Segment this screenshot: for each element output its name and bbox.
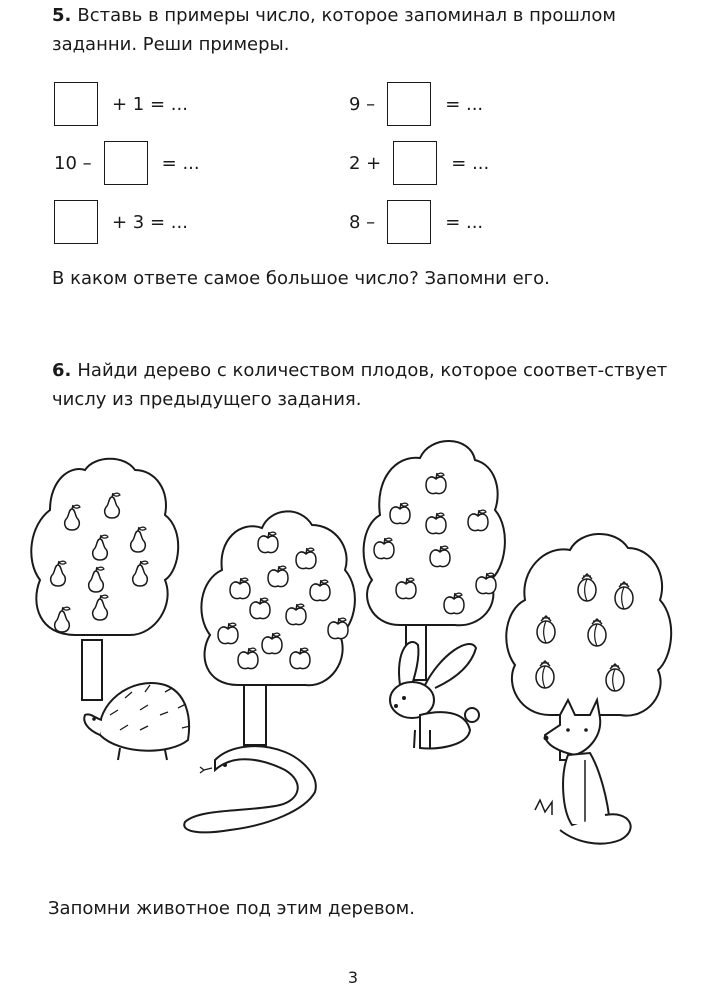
example-text: + 1 = ...: [112, 93, 188, 115]
example-text: = ...: [451, 152, 490, 174]
task5-text: Вставь в примеры число, которое запоминал в прошлом заданни. Реши примеры.: [52, 5, 616, 55]
example-text: 8 –: [349, 211, 376, 233]
task5-heading: [52, 1, 672, 59]
example-text: 9 –: [349, 93, 376, 115]
trees-illustration: [0, 430, 706, 870]
task6-number: 6.: [52, 360, 72, 381]
answer-box[interactable]: [387, 200, 431, 244]
apple-tree: [364, 441, 505, 680]
footer-note: Запомни животное под этим деревом.: [48, 898, 415, 919]
example-text: = ...: [445, 211, 484, 233]
task5-number: 5.: [52, 5, 72, 26]
task6-heading: [52, 356, 672, 414]
answer-box[interactable]: [104, 141, 148, 185]
example-text: 10 –: [54, 152, 92, 174]
answer-box[interactable]: [54, 200, 98, 244]
rabbit: [390, 642, 479, 748]
pear-tree: [31, 459, 178, 700]
task6-text: Найди дерево с количеством плодов, которое соответ-ствует числу из предыдущего задания.: [52, 360, 668, 410]
example-6: [349, 198, 483, 246]
example-2: [54, 139, 200, 187]
fox: [535, 700, 631, 844]
example-text: = ...: [161, 152, 200, 174]
task5-question: В каком ответе самое большое число? Запомни его.: [52, 268, 550, 289]
answer-box[interactable]: [54, 82, 98, 126]
answer-box[interactable]: [387, 82, 431, 126]
example-text: = ...: [445, 93, 484, 115]
snake: [184, 746, 316, 832]
example-1: [54, 80, 188, 128]
page-number: 3: [347, 968, 359, 987]
example-3: [54, 198, 188, 246]
example-4: [349, 80, 483, 128]
example-5: [349, 139, 489, 187]
answer-box[interactable]: [393, 141, 437, 185]
example-text: 2 +: [349, 152, 382, 174]
apple-tree: [201, 511, 355, 745]
example-text: + 3 = ...: [112, 211, 188, 233]
